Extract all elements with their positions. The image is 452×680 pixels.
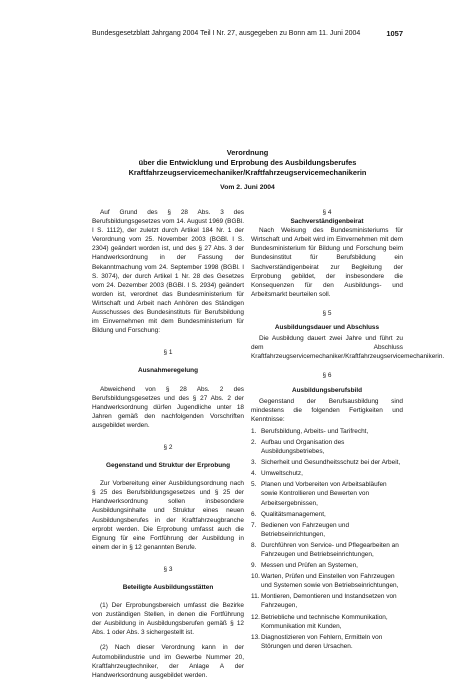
list-item-number: 9.	[251, 562, 257, 570]
section-6-title: Ausbildungsberufsbild	[291, 386, 363, 394]
list-item	[251, 633, 403, 651]
list-item	[251, 572, 403, 590]
section-3-paragraph-2: (2) Nach dieser Verordnung kann in der Automobilindustrie und im Gewerbe Nummer 20, Kraftfahrzeugtechniker, der Anlage A der Handwerksordnung ausgebildet werden.	[92, 644, 244, 679]
list-item-text: Planen und Vorbereiten von Arbeitsabläufen sowie Kontrollieren und Bewerten von Arbeitsergebnissen,	[261, 481, 387, 507]
title-line-3: Kraftfahrzeugservicemechaniker/Kraftfahrzeugservicemechanikerin	[128, 168, 367, 177]
list-item-text: Umweltschutz,	[261, 470, 303, 478]
list-item	[251, 613, 403, 631]
title-line-1: Verordnung	[226, 148, 269, 157]
preamble: Auf Grund des § 28 Abs. 3 des Berufsbildungsgesetzes vom 14. August 1969 (BGBl. I S. 1112), der zuletzt durch Artikel 184 Nr. 1 der Verordnung vom 25. November 2003 (BGBl. I S. 2304) geändert worden ist, und des § 27 Abs. 3 der Handwerksordnung in der Fassung der Bekanntmachung vom 24. September 1998 (BGBl. I S. 3074), der durch Artikel 1 Nr. 28 des Gesetzes vom 24. Dezember 2003 (BGBl. I S. 2934) geändert worden ist, verordnet das Bundesministerium für Wirtschaft und Arbeit nach Anhören des Ständigen Ausschusses des Bundesinstituts für Berufsbildung im Einvernehmen mit dem Bundesministerium für Bildung und Forschung:	[92, 209, 244, 335]
list-item-number: 12.	[251, 613, 260, 621]
section-1-number: § 1	[163, 349, 173, 357]
list-item-number: 7.	[251, 521, 257, 529]
list-item-text: Montieren, Demontieren und Instandsetzen von Fahrzeugen,	[261, 593, 397, 610]
title-line-2: über die Entwicklung und Erprobung des Ausbildungsberufes	[138, 158, 357, 167]
right-column	[251, 208, 445, 651]
section-2-title: Gegenstand und Struktur der Erprobung	[105, 462, 231, 470]
list-item-text: Sicherheit und Gesundheitsschutz bei der Arbeit,	[261, 459, 401, 467]
section-4-title: Sachverständigenbeirat	[290, 218, 364, 226]
section-5-title: Ausbildungsdauer und Abschluss	[274, 324, 380, 332]
list-item-text: Berufsbildung, Arbeits- und Tarifrecht,	[261, 427, 369, 435]
list-item-text: Bedienen von Fahrzeugen und Betriebseinrichtungen,	[261, 521, 350, 538]
list-item-text: Diagnostizieren von Fehlern, Ermitteln von Störungen und deren Ursachen.	[261, 633, 383, 650]
section-5-text: Die Ausbildung dauert zwei Jahre und führt zu dem Abschluss Kraftfahrzeugservicemechaniker/Kraftfahrzeugservicemechanikerin.	[251, 335, 445, 361]
list-item-text: Qualitätsmanagement,	[261, 510, 326, 518]
section-3-title: Beteiligte Ausbildungsstätten	[122, 584, 214, 591]
list-item-text: Durchführen von Service- und Pflegearbeiten an Fahrzeugen und Betriebseinrichtungen,	[261, 541, 399, 558]
list-item	[251, 510, 403, 519]
list-item-number: 13.	[251, 633, 260, 641]
page-number: 1057	[386, 29, 403, 38]
list-item	[251, 427, 403, 436]
list-item-number: 11.	[251, 593, 260, 601]
list-item	[251, 592, 403, 610]
section-5-number: § 5	[322, 309, 332, 317]
list-item-text: Aufbau und Organisation des Ausbildungsbetriebes,	[261, 438, 345, 456]
list-item	[251, 480, 403, 507]
skills-list	[251, 427, 403, 651]
list-item	[251, 541, 403, 559]
section-3-number: § 3	[163, 565, 173, 573]
list-item	[251, 469, 403, 478]
list-item-number: 2.	[251, 438, 257, 446]
section-2-number: § 2	[163, 443, 173, 451]
section-1-title: Ausnahmeregelung	[137, 367, 199, 375]
list-item-number: 3.	[251, 459, 257, 467]
regulation-title	[92, 148, 403, 178]
list-item-number: 8.	[251, 541, 257, 549]
section-4-number: § 4	[322, 209, 332, 216]
list-item-number: 4.	[251, 470, 257, 478]
list-item	[251, 521, 403, 539]
list-item-number: 6.	[251, 510, 257, 518]
section-1-text: Abweichend von § 28 Abs. 2 des Berufsbildungsgesetzes und des § 27 Abs. 2 der Handwerksordnung dürfen Jugendliche unter 18 Jahren gemäß den nachfolgenden Vorschriften ausgebildet werden.	[92, 385, 244, 429]
list-item	[251, 458, 403, 467]
list-item-number: 5.	[251, 481, 257, 489]
regulation-date: Vom 2. Juni 2004	[220, 184, 275, 191]
left-column	[92, 208, 244, 680]
section-6-intro: Gegenstand der Berufsausbildung sind mindestens die folgenden Fertigkeiten und Kenntnisse:	[251, 397, 403, 423]
list-item-number: 10.	[251, 573, 260, 581]
list-item-text: Messen und Prüfen an Systemen,	[261, 562, 358, 570]
section-4-text: Nach Weisung des Bundesministeriums für Wirtschaft und Arbeit wird im Einvernehmen mit dem Bundesministerium für Bildung und Forschung beim Bundesinstitut für Berufsbildung ein Sachverständigenbeirat zur Begleitung der Erprobung gebildet, der insbesondere die Konsequenzen für den Ausbildungs- und Arbeitsmarkt beurteilen soll.	[251, 227, 403, 298]
list-item-text: Warten, Prüfen und Einstellen von Fahrzeugen und Systemen sowie von Betriebseinrichtungen,	[261, 573, 399, 590]
list-item-number: 1.	[251, 427, 257, 435]
list-item	[251, 438, 403, 456]
list-item-text: Betriebliche und technische Kommunikation, Kommunikation mit Kunden,	[261, 613, 388, 630]
header-gazette-info: Bundesgesetzblatt Jahrgang 2004 Teil I Nr. 27, ausgegeben zu Bonn am 11. Juni 2004	[92, 30, 361, 37]
section-3-paragraph-1: (1) Der Erprobungsbereich umfasst die Bezirke von zuständigen Stellen, in denen die Fortführung der Ausbildung in Ausbildungsberufen gemäß § 12 Abs. 1 oder Abs. 3 sichergestellt ist.	[92, 602, 244, 637]
section-6-number: § 6	[322, 372, 332, 380]
section-2-text: Zur Vorbereitung einer Ausbildungsordnung nach § 25 des Berufsbildungsgesetzes und § 25 der Handwerksordnung sollen insbesondere Ausbildungsinhalte und Struktur eines neuen Ausbildungsberufes in der Kraftfahrzeugbranche erprobt werden. Die Erprobung umfasst auch die Eignung für eine Fortführung der Ausbildung in einem der in § 12 genannten Berufe.	[92, 480, 244, 551]
list-item	[251, 561, 403, 570]
